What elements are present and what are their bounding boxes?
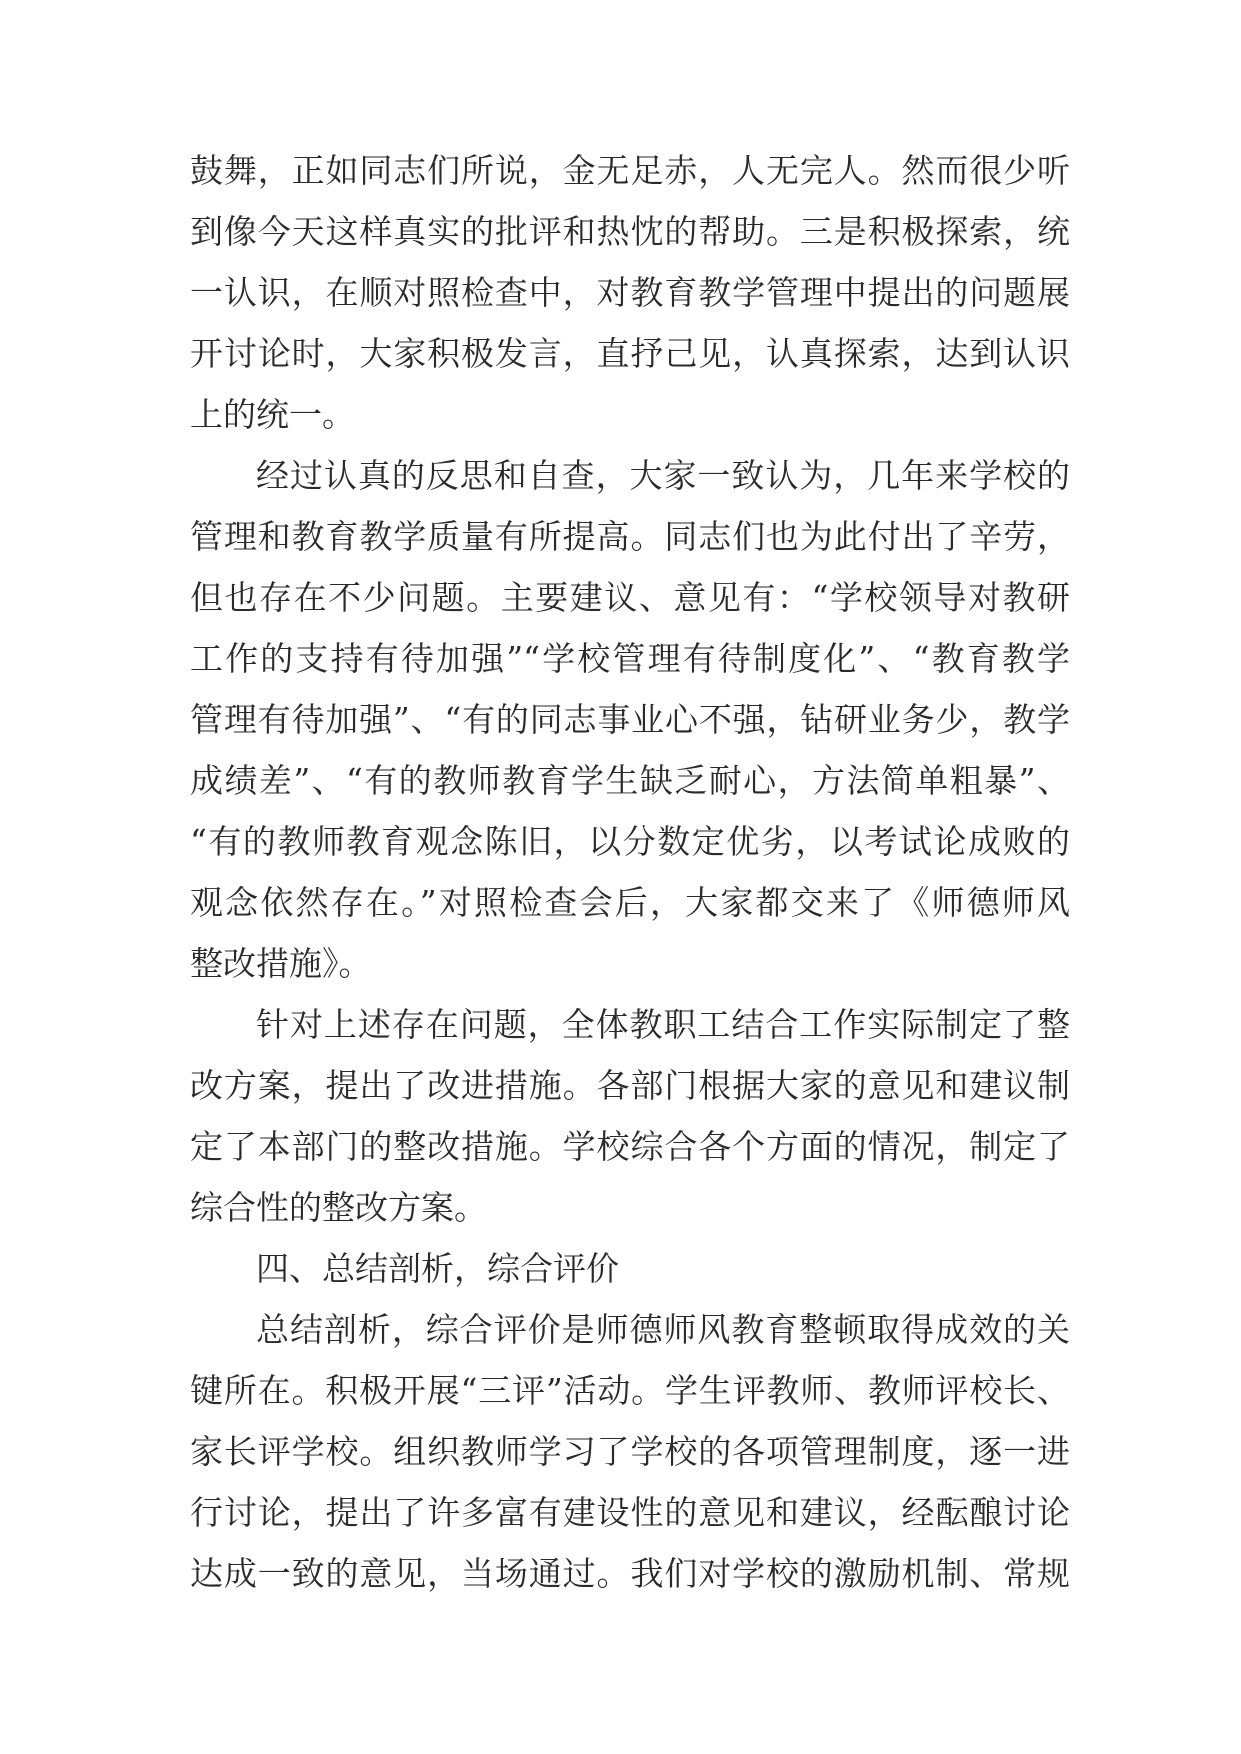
text-line: 鼓舞，正如同志们所说，金无足赤，人无完人。然而很少听 — [190, 151, 1070, 190]
text-line: 综合性的整改方案。 — [190, 1188, 487, 1227]
text-line: 家长评学校。组织教师学习了学校的各项管理制度，逐一进 — [190, 1432, 1070, 1471]
text-line: 总结剖析，综合评价是师德师风教育整顿取得成效的关 — [256, 1310, 1070, 1349]
text-line: 行讨论，提出了许多富有建设性的意见和建议，经酝酿讨论 — [190, 1493, 1070, 1532]
text-line: 上的统一。 — [190, 395, 355, 434]
text-line: 工作的支持有待加强”“学校管理有待制度化”、“教育教学 — [190, 639, 1070, 678]
text-line: 但也存在不少问题。主要建议、意见有：“学校领导对教研 — [190, 578, 1070, 617]
text-line: 键所在。积极开展“三评”活动。学生评教师、教师评校长、 — [190, 1371, 1070, 1410]
paragraph — [190, 140, 1070, 445]
text-line: 定了本部门的整改措施。学校综合各个方面的情况，制定了 — [190, 1127, 1070, 1166]
text-line: 整改措施》。 — [190, 944, 372, 983]
text-line: 管理有待加强”、“有的同志事业心不强，钻研业务少，教学 — [190, 700, 1070, 739]
text-line: 改方案，提出了改进措施。各部门根据大家的意见和建议制 — [190, 1066, 1070, 1105]
text-line: 到像今天这样真实的批评和热忱的帮助。三是积极探索，统 — [190, 212, 1070, 251]
document-body — [190, 140, 1070, 1604]
text-line: 开讨论时，大家积极发言，直抒己见，认真探索，达到认识 — [190, 334, 1070, 373]
section-heading — [190, 1238, 1070, 1299]
text-line: 成绩差”、“有的教师教育学生缺乏耐心，方法简单粗暴”、 — [190, 761, 1070, 800]
text-line: 达成一致的意见，当场通过。我们对学校的激励机制、常规 — [190, 1554, 1070, 1593]
text-line: 经过认真的反思和自查，大家一致认为，几年来学校的 — [256, 456, 1070, 495]
text-line: 四、总结剖析，综合评价 — [256, 1249, 619, 1288]
paragraph — [190, 445, 1070, 994]
text-line: “有的教师教育观念陈旧，以分数定优劣，以考试论成败的 — [190, 822, 1070, 861]
text-line: 针对上述存在问题，全体教职工结合工作实际制定了整 — [256, 1005, 1070, 1044]
text-line: 管理和教育教学质量有所提高。同志们也为此付出了辛劳， — [190, 517, 1070, 556]
paragraph — [190, 994, 1070, 1238]
paragraph — [190, 1299, 1070, 1604]
text-line: 一认识，在顺对照检查中，对教育教学管理中提出的问题展 — [190, 273, 1070, 312]
text-line: 观念依然存在。”对照检查会后，大家都交来了《师德师风 — [190, 883, 1070, 922]
